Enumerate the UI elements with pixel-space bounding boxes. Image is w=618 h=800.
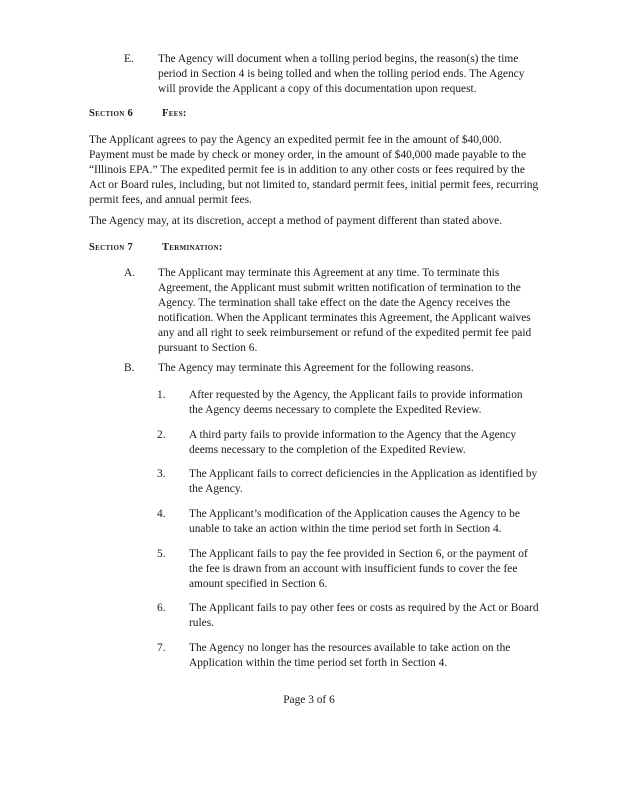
- section-6-paragraph-1: The Applicant agrees to pay the Agency an expedited permit fee in the amount of $40,000. Payment must be made by check or money order, in the amount of $40,000 made payable to the “Illinois EPA.” The expedited permit fee is in addition to any other costs or fees required by the Act or Board rules, including, but not limited to, standard permit fees, initial permit fees, recurring permit fees, and annual permit fees.: [89, 134, 539, 206]
- reason-text: The Applicant’s modification of the Application causes the Agency to be unable to take an action within the time period set forth in Section 4.: [189, 508, 520, 535]
- item-e-letter: E.: [124, 53, 134, 65]
- item-a-letter: A.: [124, 267, 136, 279]
- reason-text: The Applicant fails to correct deficiencies in the Application as identified by the Agency.: [189, 468, 538, 495]
- reason-text: The Applicant fails to pay the fee provided in Section 6, or the payment of the fee is drawn from an account with insufficient funds to cover the fee amount specified in Section 6.: [189, 548, 528, 590]
- reason-text: After requested by the Agency, the Applicant fails to provide information the Agency deems necessary to complete the Expedited Review.: [189, 389, 523, 416]
- reason-text: The Applicant fails to pay other fees or costs as required by the Act or Board rules.: [189, 602, 539, 629]
- reason-number: 2.: [157, 429, 166, 441]
- section-7-title: Termination:: [162, 242, 223, 253]
- reason-text: The Agency no longer has the resources available to take action on the Application within the time period set forth in Section 4.: [189, 642, 511, 669]
- item-b-text: The Agency may terminate this Agreement for the following reasons.: [158, 362, 474, 374]
- section-6-number: Section 6: [89, 108, 134, 119]
- reason-number: 5.: [157, 548, 166, 560]
- reason-number: 4.: [157, 508, 166, 520]
- item-a-text: The Applicant may terminate this Agreement at any time. To terminate this Agreement, the Applicant must submit written notification of termination to the Agency. The termination shall take effect on the date the Agency receives the notification. When the Applicant terminates this Agreement, the Applicant waives any and all right to seek reimbursement or refund of the expedited permit fee paid pursuant to Section 6.: [158, 267, 532, 354]
- reason-number: 6.: [157, 602, 166, 614]
- section-6-heading: [89, 106, 187, 121]
- section-7-heading: [89, 240, 223, 255]
- item-e-text: The Agency will document when a tolling period begins, the reason(s) the time period in Section 4 is being tolled and when the tolling period ends. The Agency will provide the Applicant a copy of this documentation upon request.: [158, 53, 525, 95]
- section-6-title: Fees:: [162, 108, 187, 119]
- reason-text: A third party fails to provide information to the Agency that the Agency deems necessary to the completion of the Expedited Review.: [189, 429, 517, 456]
- section-7-number: Section 7: [89, 242, 134, 253]
- reason-number: 3.: [157, 468, 166, 480]
- page-number-footer: Page 3 of 6: [283, 694, 335, 706]
- section-6-paragraph-2: The Agency may, at its discretion, accept a method of payment different than stated above.: [89, 215, 503, 227]
- item-b-letter: B.: [124, 362, 135, 374]
- reason-number: 1.: [157, 389, 166, 401]
- reason-number: 7.: [157, 642, 166, 654]
